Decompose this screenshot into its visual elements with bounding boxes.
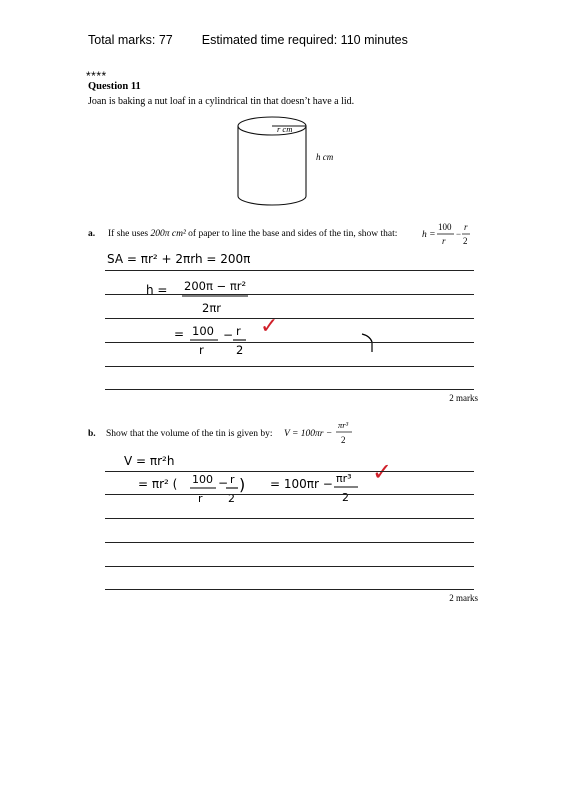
part-b-working-line2-den3: 2 [342, 491, 349, 504]
part-a-working-line2-den: 2πr [202, 301, 221, 315]
part-a-formula-den2: 2 [463, 236, 468, 246]
cylinder-bottom-arc [238, 196, 306, 205]
radius-label: r cm [277, 124, 293, 134]
part-a-formula [420, 220, 480, 254]
part-a-working-line3-minus: − [223, 328, 234, 342]
part-b-marks: 2 marks [449, 593, 478, 603]
part-b-label: b. [88, 429, 96, 439]
part-b-formula [282, 418, 364, 452]
part-b-text: Show that the volume of the tin is given by: [106, 429, 273, 439]
part-b-working-line1: V = πr²h [124, 454, 175, 468]
part-b-working-line2-num1: 100 [192, 473, 213, 486]
part-b-working-line2-den2: 2 [228, 492, 235, 505]
cylinder-diagram [230, 112, 350, 212]
answer-line [105, 294, 474, 295]
answer-line [105, 342, 474, 343]
part-a-question [108, 229, 397, 239]
part-b-working-line2-num2: r [230, 473, 235, 486]
part-a-formula-minus: − [456, 229, 462, 239]
answer-line [105, 542, 474, 543]
answer-line [105, 318, 474, 319]
answer-line [105, 366, 474, 367]
part-b-working-line2-den1: r [198, 492, 203, 505]
part-a-tick-mark: ✓ [260, 314, 279, 339]
question-title: Question 11 [88, 81, 141, 92]
answer-line [105, 389, 474, 390]
part-a-formula-den1: r [442, 236, 446, 246]
part-b-working-line2-eq: = 100πr − [270, 477, 333, 491]
part-b-working-line2 [136, 467, 376, 509]
part-a-marks: 2 marks [449, 393, 478, 403]
part-a-formula-num1: 100 [438, 222, 452, 232]
part-a-working-line3-num2: r [236, 324, 241, 338]
difficulty-stars: **** [86, 69, 107, 83]
height-label: h cm [316, 152, 334, 162]
part-a-stray-stroke [362, 334, 372, 352]
part-a-label: a. [88, 229, 96, 239]
part-b-working-line2-num3: πr³ [336, 472, 352, 485]
part-a-working-line3-eq: = [174, 327, 185, 341]
part-b-formula-num: πr³ [338, 420, 349, 430]
part-a-working-line2-num: 200π − πr² [184, 279, 247, 293]
part-a-working-line1: SA = πr² + 2πrh = 200π [107, 252, 251, 266]
estimated-time: Estimated time required: 110 minutes [201, 33, 408, 47]
question-intro: Joan is baking a nut loaf in a cylindrical tin that doesn’t have a lid. [88, 96, 355, 107]
part-a-formula-num2: r [464, 222, 468, 232]
part-b-working-line2-close: ) [239, 475, 246, 494]
answer-line [105, 589, 474, 590]
exam-header [88, 33, 408, 47]
part-a-working-line3-den1: r [199, 343, 204, 357]
part-a-working-line2-lhs: h = [146, 283, 168, 297]
part-b-tick-mark: ✓ [372, 458, 393, 486]
part-a-text-after: of paper to line the base and sides of the tin, show that: [188, 229, 398, 239]
part-b-working-line2-minus: − [218, 476, 229, 490]
answer-line [105, 566, 474, 567]
part-a-working-line3-den2: 2 [236, 343, 244, 357]
part-a-formula-lhs: h = [422, 230, 436, 240]
part-a-text-before: If she uses [108, 229, 149, 239]
part-b-working-line2-start: = πr² ( [138, 477, 178, 491]
answer-line [105, 471, 474, 472]
total-marks: Total marks: 77 [88, 33, 173, 47]
part-a-working-line3-num1: 100 [192, 324, 214, 338]
answer-line [105, 270, 474, 271]
answer-line [105, 494, 474, 495]
answer-line [105, 518, 474, 519]
part-b-formula-den: 2 [341, 435, 346, 445]
part-a-area-expr: 200π cm² [150, 229, 186, 239]
part-b-formula-lhs: V = 100πr − [284, 429, 333, 439]
